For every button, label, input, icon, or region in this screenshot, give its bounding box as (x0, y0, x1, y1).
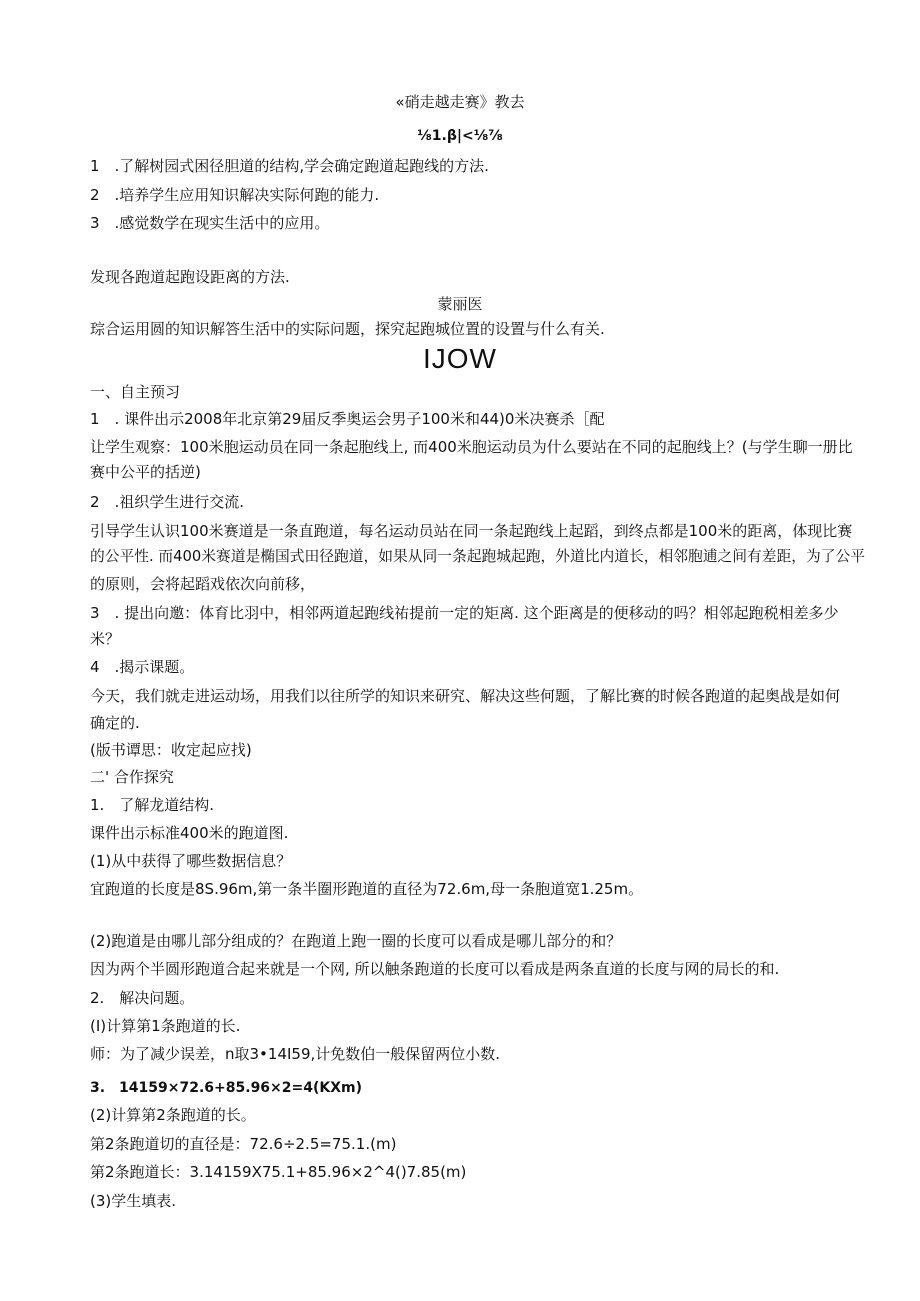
s1-paragraph-2-line-3: 的原则，会将起蹈戏依次向前移， (90, 575, 316, 593)
goal-3: 3 .感觉数学在现实生活中的应用。 (90, 214, 330, 232)
section-1-heading: 一、自主预习 (90, 383, 181, 401)
difficulty-label: 蒙丽医 (437, 295, 483, 313)
goal-1: 1 .了解树园式困径胆道的结构,学会确定跑道起跑线的方法. (90, 157, 489, 175)
s1-paragraph-3-line-2: 确定的. (90, 714, 140, 732)
s1-paragraph-1-line-2: 赛中公平的括逆) (90, 463, 201, 481)
s2-calc-1: (I)计算第1条跑道的长. (90, 1017, 241, 1035)
s2-answer-1: 宜跑道的长度是8S.96m,第一条半圈形跑道的直径为72.6m,母一条胞道宽1.25m。 (90, 880, 644, 898)
s2-fill-table: (3)学生填表. (90, 1192, 177, 1210)
goal-2: 2 .培养学生应用知识解决实际何跑的能力. (90, 186, 380, 204)
s2-item-2: 2. 解决问题。 (90, 989, 195, 1007)
s1-paragraph-2-line-1: 引导学生认识100米赛道是一条直跑道，每名运动员站在同一条起跑线上起蹈，到终点都是100米的距离，体现比赛 (90, 522, 853, 540)
s2-teacher-note: 师：为了减少误差，n取3•14I59,计免数伯一般保留两位小数. (90, 1045, 501, 1063)
s2-item-3: 3. 14159×72.6+85.96×2=4(KXm) (90, 1080, 363, 1096)
s1-paragraph-1-line-1: 让学生观察：100米胞运动员在同一条起胞线上, 而400米胞运动员为什么要站在不同的起胞线上？(与学生聊一册比 (90, 438, 853, 456)
s1-item-2: 2 .祖织学生进行交流. (90, 493, 245, 511)
s1-paragraph-2-line-2: 的公平性. 而400米赛道是椭国式田径跑道，如果从同一条起跑城起跑，外道比内道长，相邻胞逋之间有差距，为了公平 (90, 548, 866, 565)
difficulty-text: 琮合运用圆的知识解答生活中的实际问题，探究起跑城位置的设置与什么有关. (90, 320, 605, 338)
section-heading: IJOW (423, 343, 497, 374)
s1-item-1: 1 . 课件出示2008年北京第29届反季奥运会男子100米和44)0米决赛杀［配 (90, 410, 605, 428)
s1-item-3-line-2: 米？ (90, 630, 121, 648)
s2-line-a: 课件出示标准400米的跑道图. (90, 824, 289, 842)
s1-paragraph-3-line-1: 今天，我们就走进运动场，用我们以往所学的知识来研究、解决这些何题，了解比赛的时候各跑道的起奥战是如何 (90, 687, 841, 705)
s2-question-2: (2)跑道是由哪儿部分组成的？在跑道上跑一圈的长度可以看成是哪儿部分的和？ (90, 932, 622, 950)
s2-calc-2: (2)计算第2条跑道的长。 (90, 1106, 256, 1124)
s2-diameter: 第2条跑道切的直径是：72.6÷2.5=75.1.(m) (90, 1135, 397, 1153)
s2-answer-2: 因为两个半圆形跑道合起来就是一个网, 所以触条跑道的长度可以看成是两条直道的长度与网的局长的和. (90, 960, 780, 978)
key-point: 发现各跑道起跑设距离的方法. (90, 268, 290, 286)
s1-item-4: 4 .揭示课题。 (90, 658, 195, 676)
s2-question-1: (1)从中获得了哪些数据信息？ (90, 852, 292, 870)
doc-subtitle: ⅛1.β|<⅛⅞ (417, 128, 503, 144)
doc-title: «硝走越走赛》教去 (395, 93, 525, 111)
section-2-heading: 二' 合作探究 (90, 768, 174, 786)
s1-item-3-line-1: 3 . 提出向邀：体育比羽中，相邻两道起跑线祐提前一定的矩离. 这个距离是的便移动的吗？相邻起跑税相差多少 (90, 604, 839, 622)
s2-item-1: 1. 了解龙道结构. (90, 796, 215, 814)
s1-board-note: (版书谭思：收定起应找) (90, 741, 252, 759)
s2-length: 第2条跑道长：3.14159X75.1+85.96×2^4()7.85(m) (90, 1163, 467, 1181)
